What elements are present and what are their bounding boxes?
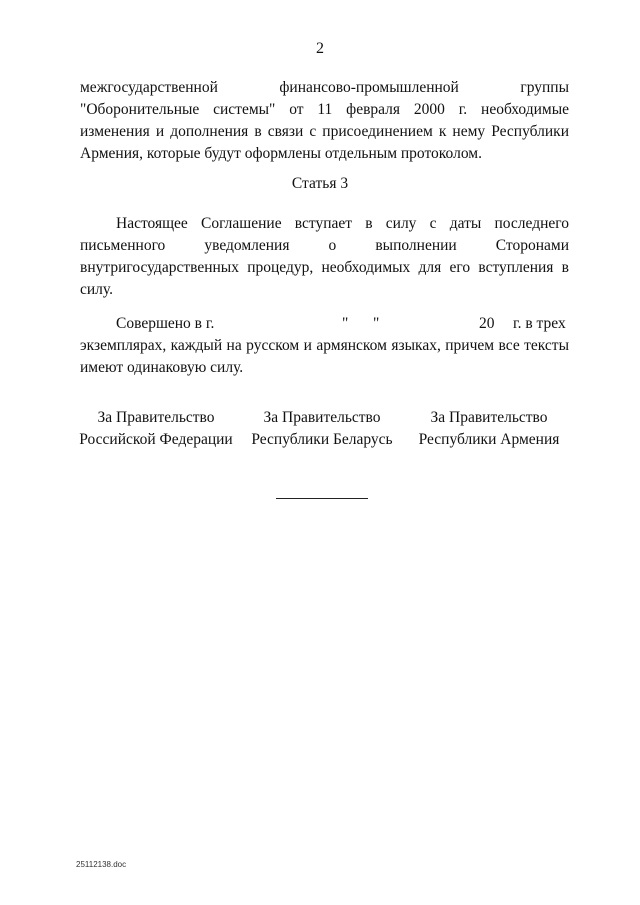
done-at-start: Совершено в г. [116, 315, 215, 332]
signature-line2: Республики Армения [418, 431, 560, 448]
signature-line1: За Правительство [263, 409, 381, 426]
done-at-line [80, 313, 569, 335]
signature-block-belarus [247, 407, 397, 451]
article-heading: Статья 3 [291, 175, 349, 192]
paragraph-continuation: межгосударственной финансово-промышленной группы "Оборонительные системы" от 11 февраля 2000 г. необходимые изменения и дополнения в связи с присоединением к нему Республики Армения, которые будут оформлены отдельным протоколом. [80, 79, 569, 162]
date-quote-close: " [373, 315, 380, 332]
signature-line1: За Правительство [97, 409, 215, 426]
year-suffix: г. в трех [513, 315, 566, 332]
footer-filename: 25112138.doc [76, 860, 127, 869]
page-number: 2 [316, 40, 324, 57]
end-divider [276, 498, 368, 499]
signature-block-russia [78, 407, 234, 451]
year-prefix: 20 [479, 315, 495, 332]
paragraph-copies: экземплярах, каждый на русском и армянском языках, причем все тексты имеют одинаковую силу. [80, 337, 569, 376]
signature-block-armenia [414, 407, 564, 451]
signature-line2: Российской Федерации [79, 431, 233, 448]
paragraph-entry-into-force: Настоящее Соглашение вступает в силу с даты последнего письменного уведомления о выполнении Сторонами внутригосударственных процедур, необходимых для его вступления в силу. [80, 215, 569, 298]
signature-line2: Республики Беларусь [251, 431, 393, 448]
date-quote-open: " [342, 315, 349, 332]
signature-line1: За Правительство [430, 409, 548, 426]
